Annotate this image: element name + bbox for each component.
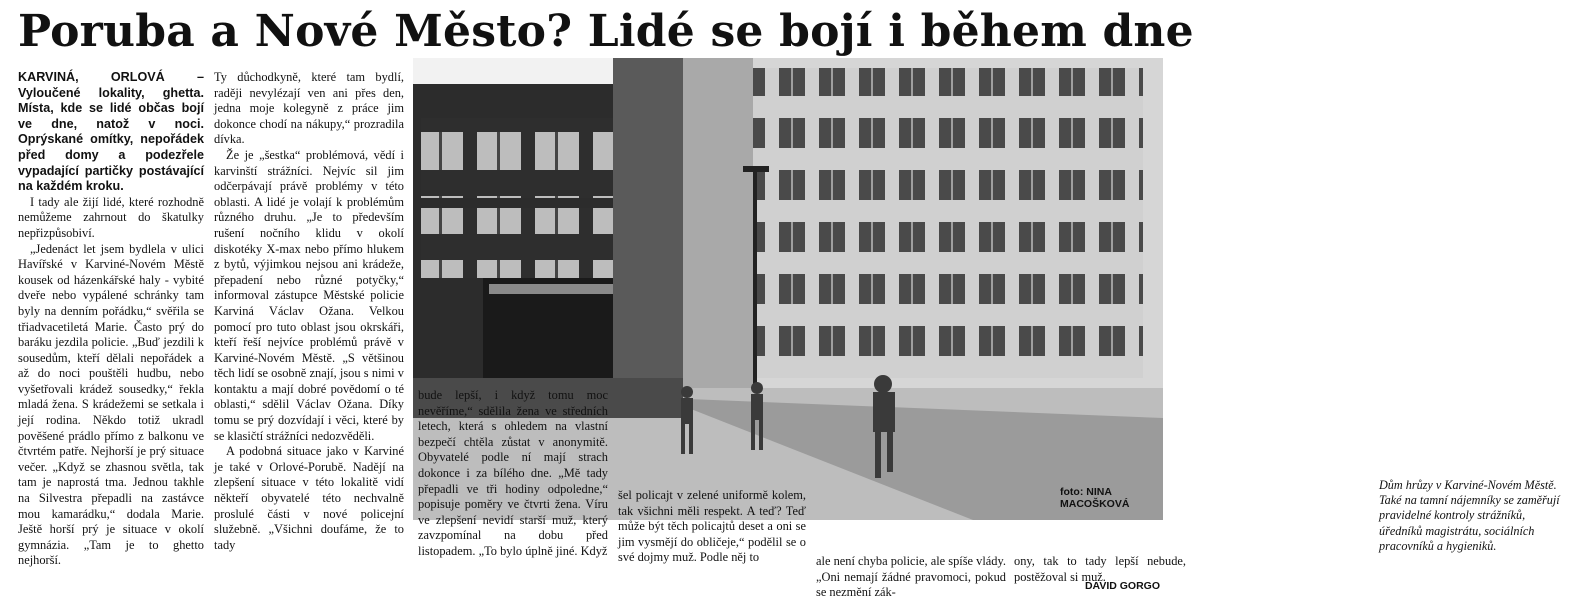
article-column-5 — [816, 554, 1006, 601]
paragraph: I tady ale žijí lidé, které rozhodně nemůžeme zahrnout do škatulky nepřizpůsobiví. — [18, 194, 204, 240]
article-lead — [18, 70, 204, 195]
byline: DAVID GORGO — [1084, 580, 1160, 592]
dateline: KARVINÁ, ORLOVÁ – — [18, 70, 204, 84]
article-column-2 — [214, 70, 404, 553]
caption-text: Dům hrůzy v Karviné-Novém Městě. Také na tamní nájemníky se zaměřují pravidelné kontroly strážníků, úředníků magistrátu, sociálních pracovníků a hygieniků. — [1379, 478, 1560, 553]
paragraph: šel policajt v zelené uniformě kolem, tak všichni měli respekt. A teď? Teď může být těch policajtů deset a oni se jim vysmějí do obličeje,“ podělil se o své dojmy muž. Podle něj to — [618, 488, 806, 565]
paragraph: ony, tak to tady lepší nebude, postěžoval si muž. — [1014, 554, 1186, 584]
article-column-3 — [418, 388, 608, 560]
photo-credit: foto: NINA MACOŠKOVÁ — [1060, 486, 1130, 510]
paragraph: A podobná situace jako v Karviné je také v Orlové-Porubě. Nadějí na zlepšení situace v této lokalitě vidí někteří obyvatelé této nechvalně proslulé části v nové policejní služebně. „Všichni doufáme, že to tady — [214, 444, 404, 552]
paragraph: bude lepší, i když tomu moc nevěříme,“ sdělila žena ve středních letech, která s ohledem na vlastní bezpečí chtěla zůstat v anonymitě. Obyvatelé podle ní mají strach dokonce i za bílého dne. „Mě tady přepadli ve tři hodiny odpoledne,“ popisuje poměry ve čtvrti žena. Víru ve zlepšení nevidí starší muž, který zavzpomínal na dobu před listopadem. „To bylo úplně jiné. Když — [418, 388, 608, 558]
paragraph: Ty důchodkyně, které tam bydlí, raději nevylézají ven ani přes den, jedna moje kolegyně z práce jim dokonce chodí na nákupy,“ prozradila dívka. — [214, 70, 404, 147]
lead-text: Vyloučené lokality, ghetta. Místa, kde se lidé občas bojí ve dne, natož v noci. Oprýskané omítky, nepořádek před domy a podezřele vypadající partičky postávající na každém kroku. — [18, 85, 204, 194]
article-headline: Poruba a Nové Město? Lidé se bojí i během dne — [18, 6, 1194, 57]
paragraph: Že je „šestka“ problémová, vědí i karvinští strážníci. Nejvíc sil jim odčerpávají právě problémy v této oblasti. A lidé je volají k problémům různého druhu. „Je to především rušení nočního klidu v okolí diskotéky X-max nebo přímo hlukem z bytů, výjimkou nejsou ani krádeže, přepadení nebo různé potyčky,“ informoval zástupce Městské policie Karviná Václav Ožana. Velkou pomocí pro tuto oblast jsou okrskáři, kteří řeší nejvíce problémů právě v Karviné-Novém Městě. „S většinou těch lidí se osobně znají, jsou s nimi v kontaktu a mají dobré povědomí o té oblasti,“ sdělil Václav Ožana. Díky tomu se prý dozvídají i věci, které by se klasičtí strážníci nedozvěděli. — [214, 147, 404, 443]
article-column-1 — [18, 70, 204, 569]
article-column-4 — [618, 488, 806, 566]
paragraph: „Jedenáct let jsem bydlela v ulici Havířské v Karviné-Novém Městě kousek od házenkářské haly - vybité dveře nebo vypálené schránky tam byly na denním pořádku,“ svěřila se třiadvacetiletá Marie. Často prý do baráku jezdila policie. „Buď jezdili k sousedům, kteří dělali nepořádek a až do noci pouštěli hudbu, nebo vyšetřovali krádež sousedky,“ řekla mladá žena. S krádežemi se setkala i její rodina. Někdo totiž ukradl pověšené prádlo přímo z balkonu ve čtvrtém patře. Nejhorší je prý situace večer. „Když se zhasnou světla, tak tam je naprostá tma. Jednou takhle na Silvestra přepadli na zastávce mou kamarádku,“ dodala Marie. Ještě horší prý je situace v okolí gymnázia. „Tam je to ghetto nejhorší. — [18, 241, 204, 568]
paragraph: ale není chyba policie, ale spíše vlády. „Oni nemají žádné pravomoci, pokud se nezmění zák- — [816, 554, 1006, 600]
photo-caption — [1371, 472, 1575, 562]
